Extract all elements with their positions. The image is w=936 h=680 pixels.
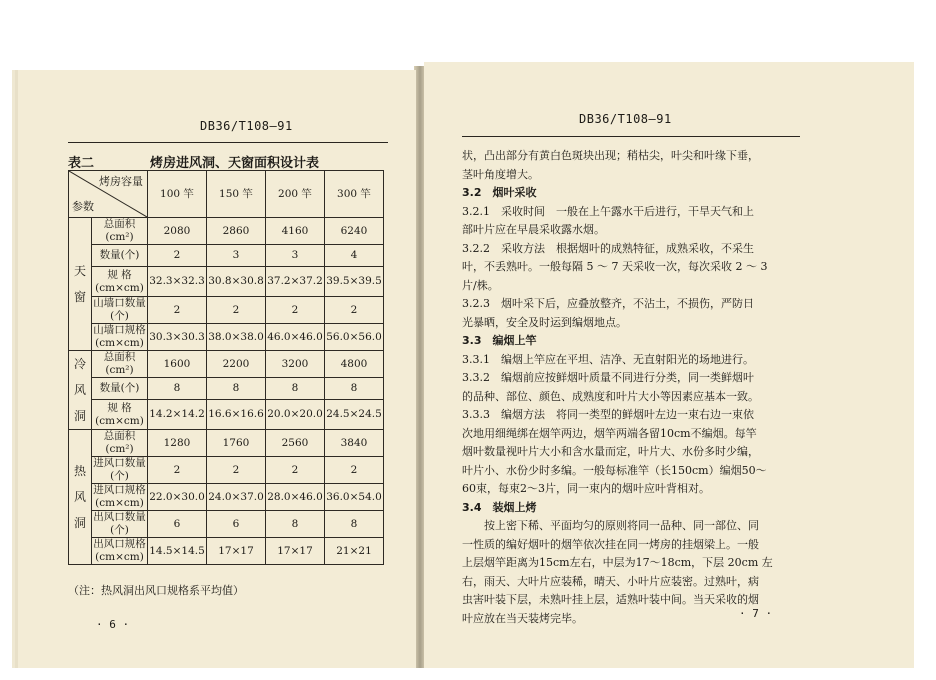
table-cell: 37.2×37.2: [266, 267, 325, 297]
table-title: 烤房进风洞、天窗面积设计表: [150, 156, 320, 171]
body-line: 状，凸出部分有黄白色斑块出现；稍枯尖，叶尖和叶缘下垂，: [462, 149, 759, 162]
table-cell: 22.0×30.0: [148, 484, 207, 511]
table-cell: 30.8×30.8: [207, 267, 266, 297]
param-label: 总面积 (cm²): [92, 351, 148, 378]
table-cell: 1280: [148, 430, 207, 457]
table-note: （注：热风洞出风口规格系平均值）: [68, 584, 244, 597]
table-cell: 2: [148, 297, 207, 324]
table-cell: 14.5×14.5: [148, 538, 207, 565]
body-line: 光暴晒，安全及时运到编烟地点。: [462, 315, 627, 329]
table-cell: 8: [325, 378, 384, 400]
body-line: 60束，每束2～3片，同一束内的烟叶应叶背相对。: [462, 482, 710, 495]
table-cell: 46.0×46.0: [266, 324, 325, 351]
table-row: [69, 297, 384, 324]
table-cell: 39.5×39.5: [325, 267, 384, 297]
table-cell: 28.0×46.0: [266, 484, 325, 511]
body-line: 叶片小、水份少时多编。一般每标准竿（长150cm）编烟50～: [462, 463, 767, 477]
body-line: 叶，不丢熟叶。一般每隔 5 ～ 7 天采收一次，每次采收 2 ～ 3: [462, 260, 768, 273]
table-cell: 2080: [148, 218, 207, 245]
table-cell: 3840: [325, 430, 384, 457]
page-number-right: · 7 ·: [739, 607, 773, 620]
table-cell: 2: [148, 457, 207, 484]
row-group-label: 热 风 洞: [69, 430, 92, 565]
table-cell: 8: [266, 511, 325, 538]
table-cell: 17×17: [266, 538, 325, 565]
table-header-row: [69, 171, 384, 218]
table-cell: 36.0×54.0: [325, 484, 384, 511]
table-row: [69, 457, 384, 484]
body-line: 的品种、部位、颜色、成熟度和叶片大小等因素应基本一致。: [462, 389, 759, 403]
param-label: 出风口数量 (个): [93, 511, 146, 536]
table-row: [69, 351, 384, 378]
table-cell: 14.2×14.2: [148, 400, 207, 430]
body-line: 上层烟竿距离为15cm左右，中层为17～18cm，下层 20cm 左: [462, 556, 773, 569]
vent-area-table: [68, 170, 384, 565]
right-header-rule: [462, 136, 800, 137]
table-cell: 24.5×24.5: [325, 400, 384, 430]
table-row: [69, 430, 384, 457]
right-page: [424, 62, 914, 668]
left-page-header: DB36/T108—91: [200, 119, 293, 133]
body-line: 3.2.1 采收时间 一般在上午露水干后进行，干旱天气和上: [462, 204, 754, 218]
table-label: 表二: [68, 156, 95, 171]
column-header: 100 竿: [148, 171, 207, 218]
table-cell: 3: [207, 245, 266, 267]
corner-param-label: 参数: [72, 200, 94, 213]
right-body-text: [462, 147, 832, 628]
table-cell: 16.6×16.6: [207, 400, 266, 430]
table-row: [69, 538, 384, 565]
corner-capacity-label: 烤房容量: [99, 175, 143, 188]
body-line: 一性质的编好烟叶的烟竿依次挂在同一烤房的挂烟梁上。一般: [462, 537, 759, 551]
body-line: 次地用细绳绑在烟竿两边，烟竿两端各留10cm不编烟。每竿: [462, 426, 757, 440]
body-line: 3.3.2 编烟前应按鲜烟叶质量不同进行分类，同一类鲜烟叶: [462, 371, 754, 384]
right-page-header: DB36/T108—91: [579, 112, 672, 126]
table-cell: 17×17: [207, 538, 266, 565]
table-row: [69, 378, 384, 400]
table-cell: 2: [148, 245, 207, 267]
section-heading: 3.3 编烟上竿: [462, 334, 537, 347]
column-header: 200 竿: [266, 171, 325, 218]
table-cell: 30.3×30.3: [148, 324, 207, 351]
body-line: 茎叶角度增大。: [462, 167, 539, 181]
body-line: 片/株。: [462, 278, 499, 292]
table-cell: 2560: [266, 430, 325, 457]
table-cell: 4: [325, 245, 384, 267]
body-line: 烟叶数量视叶片大小和含水量而定，叶片大、水份多时少编，: [462, 445, 759, 458]
body-line: 部叶片应在早晨采收露水烟。: [462, 223, 605, 236]
param-label: 山墙口数量 (个): [93, 297, 146, 322]
table-row: [69, 324, 384, 351]
table-cell: 21×21: [325, 538, 384, 565]
param-label: 总面积 (cm²): [92, 430, 148, 457]
table-cell: 32.3×32.3: [148, 267, 207, 297]
table-row: [69, 267, 384, 297]
table-cell: 2: [325, 457, 384, 484]
table-cell: 6: [148, 511, 207, 538]
table-cell: 4160: [266, 218, 325, 245]
param-label: 出风口规格 (cm×cm): [93, 538, 146, 563]
table-cell: 2860: [207, 218, 266, 245]
param-label: 进风口规格 (cm×cm): [93, 484, 146, 509]
table-row: [69, 245, 384, 267]
table-row: [69, 484, 384, 511]
table-cell: 38.0×38.0: [207, 324, 266, 351]
left-header-rule: [68, 142, 388, 143]
table-cell: 8: [266, 378, 325, 400]
body-line: 按上密下稀、平面均匀的原则将同一品种、同一部位、同: [484, 519, 759, 532]
table-cell: 56.0×56.0: [325, 324, 384, 351]
table-cell: 20.0×20.0: [266, 400, 325, 430]
body-line: 3.3.1 编烟上竿应在平坦、洁净、无直射阳光的场地进行。: [462, 352, 754, 366]
param-label: 数量(个): [92, 378, 148, 400]
body-line: 虫害叶装下层，未熟叶挂上层，适熟叶装中间。当天采收的烟: [462, 593, 759, 606]
table-cell: 6: [207, 511, 266, 538]
table-cell: 2: [207, 457, 266, 484]
table-cell: 6240: [325, 218, 384, 245]
column-header: 300 竿: [325, 171, 384, 218]
table-cell: 2: [266, 297, 325, 324]
table-cell: 8: [148, 378, 207, 400]
table-cell: 2200: [207, 351, 266, 378]
section-heading: 3.2 烟叶采收: [462, 186, 537, 199]
table-cell: 3200: [266, 351, 325, 378]
table-cell: 2: [207, 297, 266, 324]
table-cell: 8: [325, 511, 384, 538]
body-line: 右，雨天、大叶片应装稀，晴天、小叶片应装密。过熟叶，病: [462, 574, 759, 588]
table-cell: 1760: [207, 430, 266, 457]
body-line: 3.2.3 烟叶采下后，应叠放整齐，不沾土，不损伤，严防日: [462, 297, 754, 310]
body-line: 3.2.2 采收方法 根据烟叶的成熟特征，成熟采收，不采生: [462, 241, 754, 255]
param-label: 规 格 (cm×cm): [92, 267, 148, 297]
param-label: 规 格 (cm×cm): [92, 400, 148, 430]
table-cell: 2: [266, 457, 325, 484]
table-cell: 4800: [325, 351, 384, 378]
row-group-label: 天 窗: [69, 218, 92, 351]
body-line: 叶应放在当天装烤完毕。: [462, 611, 583, 625]
table-row: [69, 511, 384, 538]
column-header: 150 竿: [207, 171, 266, 218]
table-cell: 1600: [148, 351, 207, 378]
page-number-left: · 6 ·: [96, 618, 130, 631]
left-page: [18, 70, 416, 668]
body-line: 3.3.3 编烟方法 将同一类型的鲜烟叶左边一束右边一束依: [462, 408, 754, 421]
table-cell: 3: [266, 245, 325, 267]
row-group-label: 冷 风 洞: [69, 351, 92, 430]
table-cell: 8: [207, 378, 266, 400]
table-cell: 2: [325, 297, 384, 324]
table-cell: 24.0×37.0: [207, 484, 266, 511]
table-row: [69, 400, 384, 430]
param-label: 总面积 (cm²): [92, 218, 148, 245]
table-row: [69, 218, 384, 245]
param-label: 数量(个): [92, 245, 148, 267]
section-heading: 3.4 装烟上烤: [462, 500, 537, 514]
param-label: 进风口数量 (个): [93, 457, 146, 482]
param-label: 山墙口规格 (cm×cm): [93, 324, 146, 349]
table-corner-cell: [69, 171, 148, 218]
